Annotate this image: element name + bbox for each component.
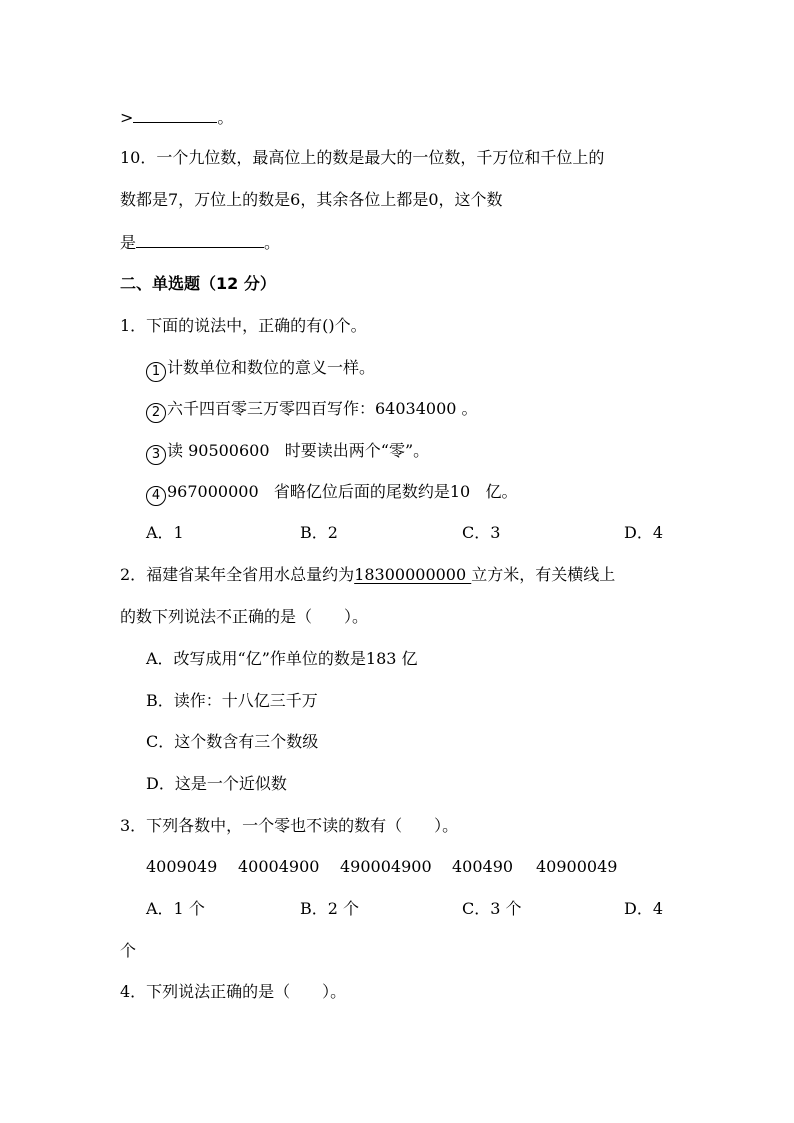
q9-answer-blank[interactable] <box>133 106 217 123</box>
circled-number-icon: 2 <box>146 403 166 423</box>
q1-stem: 1．下面的说法中，正确的有()个。 <box>120 316 367 335</box>
q10-line-3 <box>120 231 280 254</box>
q10-suffix: 。 <box>264 233 281 252</box>
q3-number: 400490 <box>452 857 514 876</box>
q3-number: 4009049 <box>146 857 218 876</box>
q4-stem: 4．下列说法正确的是（ ）。 <box>120 982 347 1001</box>
q2-option-b[interactable]: B．读作：十八亿三千万 <box>146 691 318 710</box>
q3-option-a[interactable]: A．1 个 <box>146 899 205 918</box>
q9-suffix: 。 <box>217 108 234 127</box>
q2-stem-line-2: 的数下列说法不正确的是（ ）。 <box>120 607 369 626</box>
q1-statement-4: 4 967000000 省略亿位后面的尾数约是10 亿。 <box>146 481 518 506</box>
circled-number-icon: 1 <box>146 362 166 382</box>
q3-number: 40900049 <box>536 857 618 876</box>
q3-stem: 3．下列各数中，一个零也不读的数有（ ）。 <box>120 816 459 835</box>
q3-number: 40004900 <box>238 857 320 876</box>
circled-number-icon: 4 <box>146 486 166 506</box>
q2-option-d[interactable]: D．这是一个近似数 <box>146 774 287 793</box>
q2-underlined-number: 18300000000 <box>354 565 472 584</box>
q1-option-a[interactable]: A．1 <box>146 523 184 542</box>
circled-number-icon: 3 <box>146 445 166 465</box>
q1-statement-2: 2 六千四百零三万零四百写作：64034000 。 <box>146 398 478 423</box>
q1-option-b[interactable]: B．2 <box>300 523 338 542</box>
q10-line-2: 数都是7，万位上的数是6，其余各位上都是0，这个数 <box>120 190 503 209</box>
q3-number: 490004900 <box>340 857 432 876</box>
q10-prefix: 是 <box>120 233 137 252</box>
q10-answer-blank[interactable] <box>136 231 264 248</box>
q1-option-d[interactable]: D．4 <box>624 523 664 542</box>
q2-option-c[interactable]: C．这个数含有三个数级 <box>146 732 319 751</box>
section-title: 二、单选题（12 分） <box>120 274 276 293</box>
q1-statement-3: 3 读 90500600 时要读出两个“零”。 <box>146 440 429 465</box>
q2-stem-line-1: 2．福建省某年全省用水总量约为18300000000 立方米，有关横线上 <box>120 565 616 584</box>
q1-option-c[interactable]: C．3 <box>462 523 501 542</box>
q3-option-d[interactable]: D．4 <box>624 899 664 918</box>
q1-statement-1: 1 计数单位和数位的意义一样。 <box>146 357 375 382</box>
q9-prefix: > <box>120 108 134 127</box>
q3-option-b[interactable]: B．2 个 <box>300 899 360 918</box>
q2-option-a[interactable]: A．改写成用“亿”作单位的数是183 亿 <box>146 649 418 668</box>
q9-answer-line <box>120 106 233 129</box>
q3-option-c[interactable]: C．3 个 <box>462 899 522 918</box>
q3-option-d-overflow: 个 <box>120 941 137 960</box>
q10-line-1: 10．一个九位数，最高位上的数是最大的一位数，千万位和千位上的 <box>120 148 605 167</box>
